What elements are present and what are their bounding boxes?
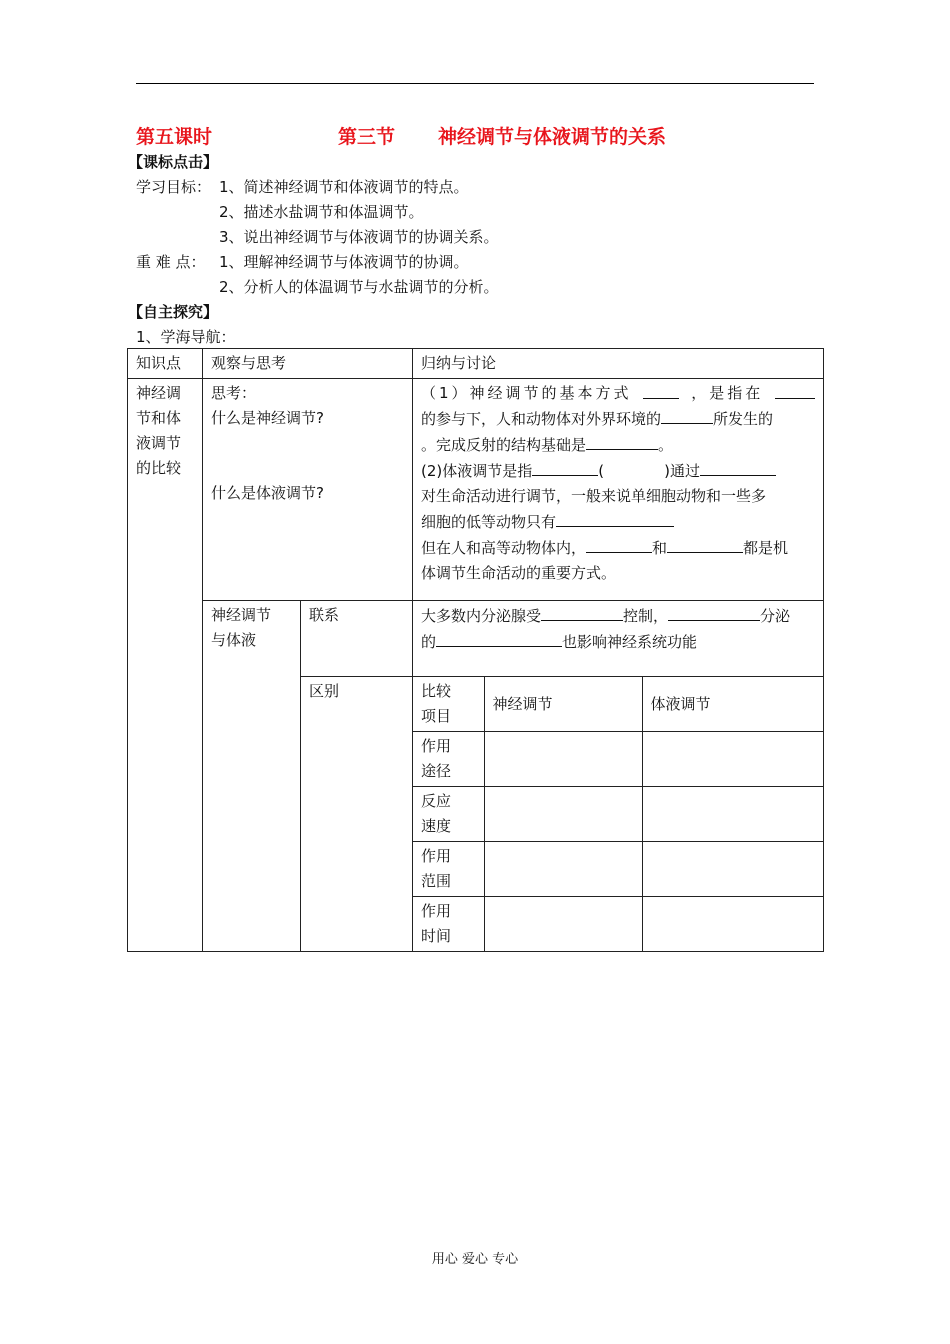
compare-item-cell [413,787,484,842]
text: 但在人和高等动物体内， [421,539,587,557]
text: 作用 [421,902,452,920]
header-cell: 归纳与讨论 [413,349,824,379]
page-footer: 用心 爱心 专心 [431,1252,519,1267]
text: 分泌 [760,607,791,625]
compare-header-row [413,677,823,732]
text: 所发生的 [713,410,774,428]
answer-blank[interactable] [668,603,760,621]
answer-blank[interactable] [643,381,679,399]
answer-cell[interactable] [484,787,642,842]
link-label-cell: 联系 [301,601,413,677]
topic-line: 神经调 [136,384,182,402]
lesson-title [136,122,836,150]
answer-cell[interactable] [642,842,823,897]
topic-line: 的比较 [136,459,182,477]
section-topic: 神经调节与体液调节的关系 [438,126,667,148]
answer-blank[interactable] [436,629,562,647]
table-row [128,379,824,601]
compare-cell [413,677,824,952]
lesson-number: 第五课时 [136,126,213,148]
explore-heading: 【自主探究】 [128,303,219,321]
compare-row [413,897,823,952]
compare-item-cell [413,897,484,952]
standards-heading: 【课标点击】 [128,153,219,171]
think-cell [203,379,413,601]
compare-table [413,677,823,951]
compare-header-cell: 体液调节 [642,677,823,732]
explore-subheading: 1、学海导航： [136,328,236,346]
text: 和 [652,539,668,557]
header-rule [136,83,814,84]
compare-header-cell: 神经调节 [484,677,642,732]
key-point-item: 1、理解神经调节与体液调节的协调。 [219,253,469,271]
topic-line: 节和体 [136,409,182,427]
objective-item: 1、简述神经调节和体液调节的特点。 [219,178,469,196]
topic-cell [128,379,203,952]
text: 对生命活动进行调节，一般来说单细胞动物和一些多 [421,487,767,505]
discussion-cell [413,379,824,601]
header-cell: 观察与思考 [203,349,413,379]
key-points-label: 重 难 点： [136,253,206,271]
text: 范围 [421,872,452,890]
text: 也影响神经系统功能 [562,633,698,651]
text: 的 [421,633,437,651]
answer-blank[interactable] [661,406,713,424]
answer-cell[interactable] [484,732,642,787]
objectives-label: 学习目标： [136,178,212,196]
answer-blank[interactable] [532,458,598,476]
compare-row [413,787,823,842]
text: 作用 [421,737,452,755]
compare-item-cell [413,732,484,787]
answer-cell[interactable] [484,897,642,952]
compare-header-cell [413,677,484,732]
table-row [128,601,824,677]
answer-cell[interactable] [642,732,823,787]
text: 作用 [421,847,452,865]
topic-line: 与体液 [211,631,257,649]
header-cell: 知识点 [128,349,203,379]
text: 。 [658,436,674,454]
answer-blank[interactable] [586,535,652,553]
think-label: 思考： [211,384,257,402]
text: ，是指在 [691,384,764,402]
text: 大多数内分泌腺受 [421,607,542,625]
question-neural: 什么是神经调节? [211,409,324,427]
table-header-row [128,349,824,379]
text: 速度 [421,817,452,835]
text: )通过 [664,462,700,480]
text: 的参与下，人和动物体对外界环境的 [421,410,662,428]
text: 项目 [421,707,452,725]
answer-blank[interactable] [541,603,623,621]
text: 都是机 [743,539,789,557]
text: 控制， [623,607,669,625]
topic-line: 液调节 [136,434,182,452]
objective-item: 2、描述水盐调节和体温调节。 [219,203,424,221]
text: ( [598,462,605,480]
text: 细胞的低等动物只有 [421,513,557,531]
objective-item: 3、说出神经调节与体液调节的协调关系。 [219,228,499,246]
answer-blank[interactable] [700,458,776,476]
text: 体调节生命活动的重要方式。 [421,564,617,582]
text: 途径 [421,762,452,780]
comparison-table [127,348,824,952]
answer-blank[interactable] [586,432,658,450]
text: 时间 [421,927,452,945]
topic-line: 神经调节 [211,606,272,624]
text: (2)体液调节是指 [421,462,533,480]
text: 比较 [421,682,452,700]
question-humoral: 什么是体液调节? [211,484,324,502]
answer-blank[interactable] [775,381,815,399]
answer-blank[interactable] [667,535,743,553]
compare-row [413,842,823,897]
link-content-cell [413,601,824,677]
text: （1）神经调节的基本方式 [421,384,632,402]
relation-topic-cell [203,601,301,952]
answer-cell[interactable] [642,787,823,842]
compare-row [413,732,823,787]
diff-label-cell: 区别 [301,677,413,952]
section-number: 第三节 [338,126,396,148]
text: 反应 [421,792,452,810]
answer-cell[interactable] [642,897,823,952]
key-point-item: 2、分析人的体温调节与水盐调节的分析。 [219,278,499,296]
answer-cell[interactable] [484,842,642,897]
answer-blank[interactable] [556,509,674,527]
compare-item-cell [413,842,484,897]
text: 。完成反射的结构基础是 [421,436,587,454]
